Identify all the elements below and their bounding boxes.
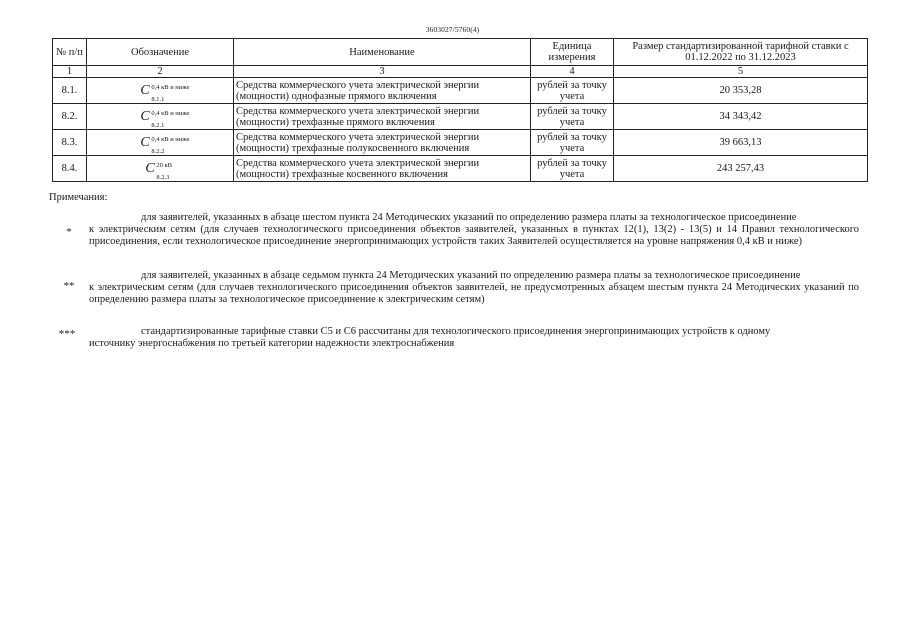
tariff-symbol	[140, 134, 190, 155]
tariff-symbol	[140, 82, 190, 103]
row-number: 8.3.	[53, 130, 87, 156]
column-number: 3	[234, 66, 531, 78]
symbol-superscript: 0,4 кВ и ниже	[151, 135, 190, 143]
column-number: 4	[531, 66, 614, 78]
row-value: 20 353,28	[614, 78, 868, 104]
symbol-superscript: 0,4 кВ и ниже	[151, 109, 190, 117]
column-number: 5	[614, 66, 868, 78]
symbol-base: C	[140, 134, 150, 150]
tariff-table	[52, 38, 868, 182]
note-mark: **	[63, 280, 75, 292]
table-row	[53, 130, 868, 156]
note-rest: к электрическим сетям (для случаев технологического присоединения объектов заявителей, не предусмотренных абзацем шестым пункта 24 Методических указаний по определению размера платы за технологическое присоединение к электрическим сетям)	[89, 282, 859, 305]
note-text	[89, 212, 859, 248]
row-value: 39 663,13	[614, 130, 868, 156]
tariff-symbol	[140, 108, 190, 129]
note-text	[89, 326, 859, 350]
notes-heading: Примечания:	[49, 192, 108, 203]
column-number: 2	[87, 66, 234, 78]
note-rest: источнику энергоснабжения по третьей категории надежности электроснабжения	[89, 338, 455, 349]
row-symbol	[87, 104, 234, 130]
symbol-superscript: 20 кВ	[156, 161, 172, 169]
row-name: Средства коммерческого учета электрической энергии (мощности) однофазные прямого включения	[234, 78, 531, 104]
symbol-superscript: 0,4 кВ и ниже	[151, 83, 190, 91]
row-value: 243 257,43	[614, 156, 868, 182]
note-text	[89, 270, 859, 306]
symbol-subscript: 8.1.1	[151, 95, 165, 103]
symbol-base: C	[145, 160, 155, 176]
header-unit: Единица измерения	[531, 39, 614, 66]
column-number: 1	[53, 66, 87, 78]
table-row	[53, 156, 868, 182]
symbol-subscript: 8.2.2	[151, 147, 165, 155]
row-unit: рублей за точку учета	[531, 78, 614, 104]
header-name: Наименование	[234, 39, 531, 66]
symbol-base: C	[140, 82, 150, 98]
table-row	[53, 78, 868, 104]
symbol-subscript: 8.2.3	[156, 173, 170, 181]
document-number: 3603027/5760(4)	[425, 25, 480, 34]
row-unit: рублей за точку учета	[531, 130, 614, 156]
row-symbol	[87, 78, 234, 104]
row-value: 34 343,42	[614, 104, 868, 130]
table-row	[53, 104, 868, 130]
table-header-row	[53, 39, 868, 66]
row-name: Средства коммерческого учета электрической энергии (мощности) трехфазные прямого включения	[234, 104, 531, 130]
header-num: № п/п	[53, 39, 87, 66]
note-mark: *	[66, 226, 72, 238]
row-unit: рублей за точку учета	[531, 156, 614, 182]
row-symbol	[87, 130, 234, 156]
tariff-symbol	[145, 160, 172, 181]
note-first-line: для заявителей, указанных в абзаце шестом пункта 24 Методических указаний по определению размера платы за технологическое присоединение	[141, 212, 797, 223]
row-name: Средства коммерческого учета электрической энергии (мощности) трехфазные косвенного включения	[234, 156, 531, 182]
symbol-subscript: 8.2.1	[151, 121, 165, 129]
header-designation: Обозначение	[87, 39, 234, 66]
note-first-line: для заявителей, указанных в абзаце седьмом пункта 24 Методических указаний по определению размера платы за технологическое присоединение	[141, 270, 801, 281]
note-rest: к электрическим сетям (для случаев технологического присоединения объектов заявителей, указанных в пунктах 12(1), 13(2) - 13(5) и 14 Правил технологического присоединения, если технологическое присоединение энергопринимающих устройств таких Заявителей осуществляется на уровне напряжения 0,4 кВ и ниже)	[89, 224, 859, 247]
note-mark: ***	[58, 328, 76, 340]
column-numbers-row	[53, 66, 868, 78]
row-unit: рублей за точку учета	[531, 104, 614, 130]
note-first-line: стандартизированные тарифные ставки С5 и С6 рассчитаны для технологического присоединения энергопринимающих устройств к одному	[141, 326, 771, 337]
row-name: Средства коммерческого учета электрической энергии (мощности) трехфазные полукосвенного включения	[234, 130, 531, 156]
row-number: 8.2.	[53, 104, 87, 130]
symbol-base: C	[140, 108, 150, 124]
row-number: 8.4.	[53, 156, 87, 182]
row-number: 8.1.	[53, 78, 87, 104]
header-rate: Размер стандартизированной тарифной ставки с 01.12.2022 по 31.12.2023	[614, 39, 868, 66]
row-symbol	[87, 156, 234, 182]
